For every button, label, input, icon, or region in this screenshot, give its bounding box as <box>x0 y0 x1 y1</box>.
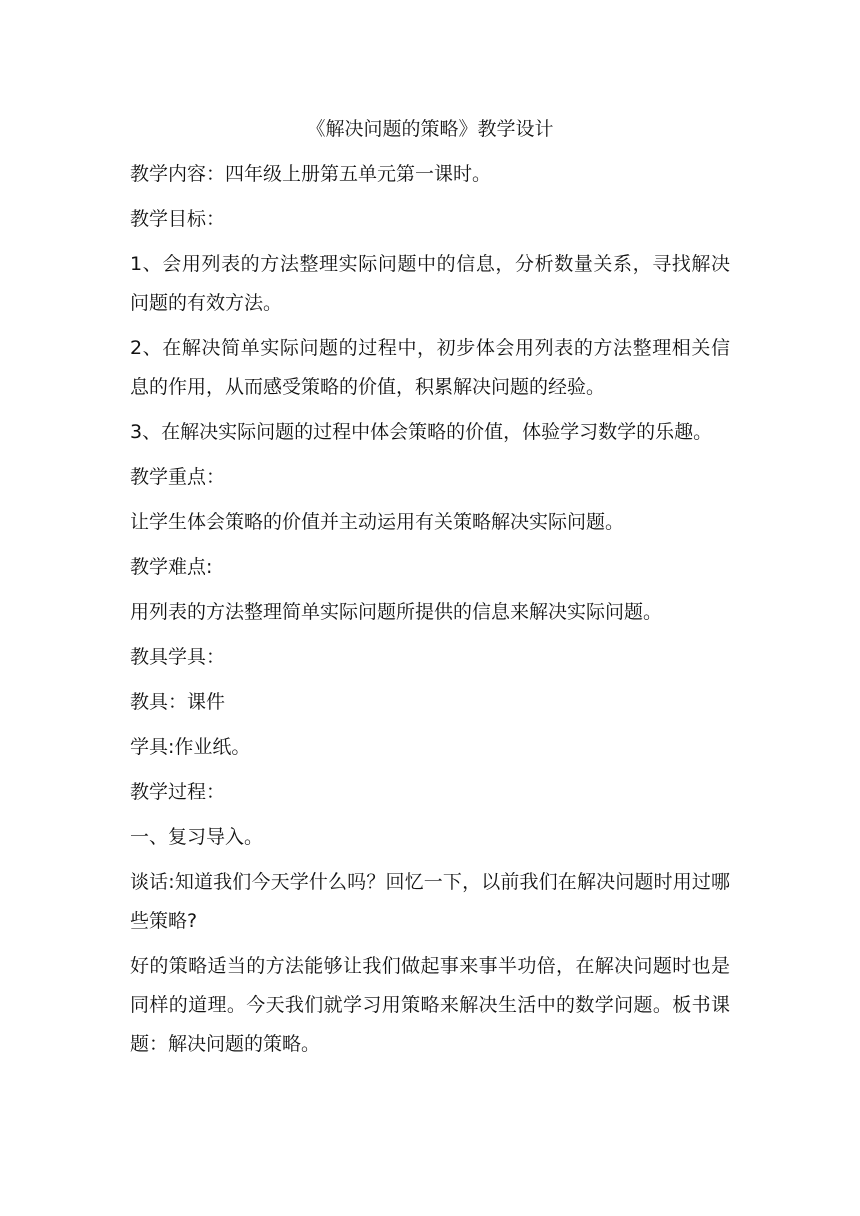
teaching-aids-heading: 教具学具： <box>130 646 226 668</box>
strategy-paragraph: 好的策略适当的方法能够让我们做起事来事半功倍，在解决问题时也是同样的道理。今天我们就学习用策略来解决生活中的数学问题。板书课题：解决问题的策略。 <box>130 955 730 1055</box>
teaching-content-line: 教学内容：四年级上册第五单元第一课时。 <box>130 163 492 185</box>
key-points-text: 让学生体会策略的价值并主动运用有关策略解决实际问题。 <box>130 511 625 533</box>
document-title: 《解决问题的策略》教学设计 <box>306 118 554 140</box>
goal-2: 2、在解决简单实际问题的过程中，初步体会用列表的方法整理相关信息的作用，从而感受策略的价值，积累解决问题的经验。 <box>130 337 730 398</box>
teaching-goals-heading: 教学目标： <box>130 208 226 230</box>
difficulties-heading: 教学难点: <box>130 556 213 578</box>
teaching-process-heading: 教学过程： <box>130 781 226 803</box>
teacher-aids: 教具：课件 <box>130 691 226 713</box>
review-intro-heading: 一、复习导入。 <box>130 826 264 848</box>
key-points-heading: 教学重点： <box>130 466 226 488</box>
student-aids: 学具:作业纸。 <box>130 736 251 758</box>
document-body <box>130 110 730 1070</box>
difficulties-text: 用列表的方法整理简单实际问题所提供的信息来解决实际问题。 <box>130 601 663 623</box>
goal-3: 3、在解决实际问题的过程中体会策略的价值，体验学习数学的乐趣。 <box>130 421 713 443</box>
goal-1: 1、会用列表的方法整理实际问题中的信息，分析数量关系，寻找解决问题的有效方法。 <box>130 253 730 314</box>
dialogue-paragraph: 谈话:知道我们今天学什么吗？回忆一下，以前我们在解决问题时用过哪些策略? <box>130 871 730 932</box>
